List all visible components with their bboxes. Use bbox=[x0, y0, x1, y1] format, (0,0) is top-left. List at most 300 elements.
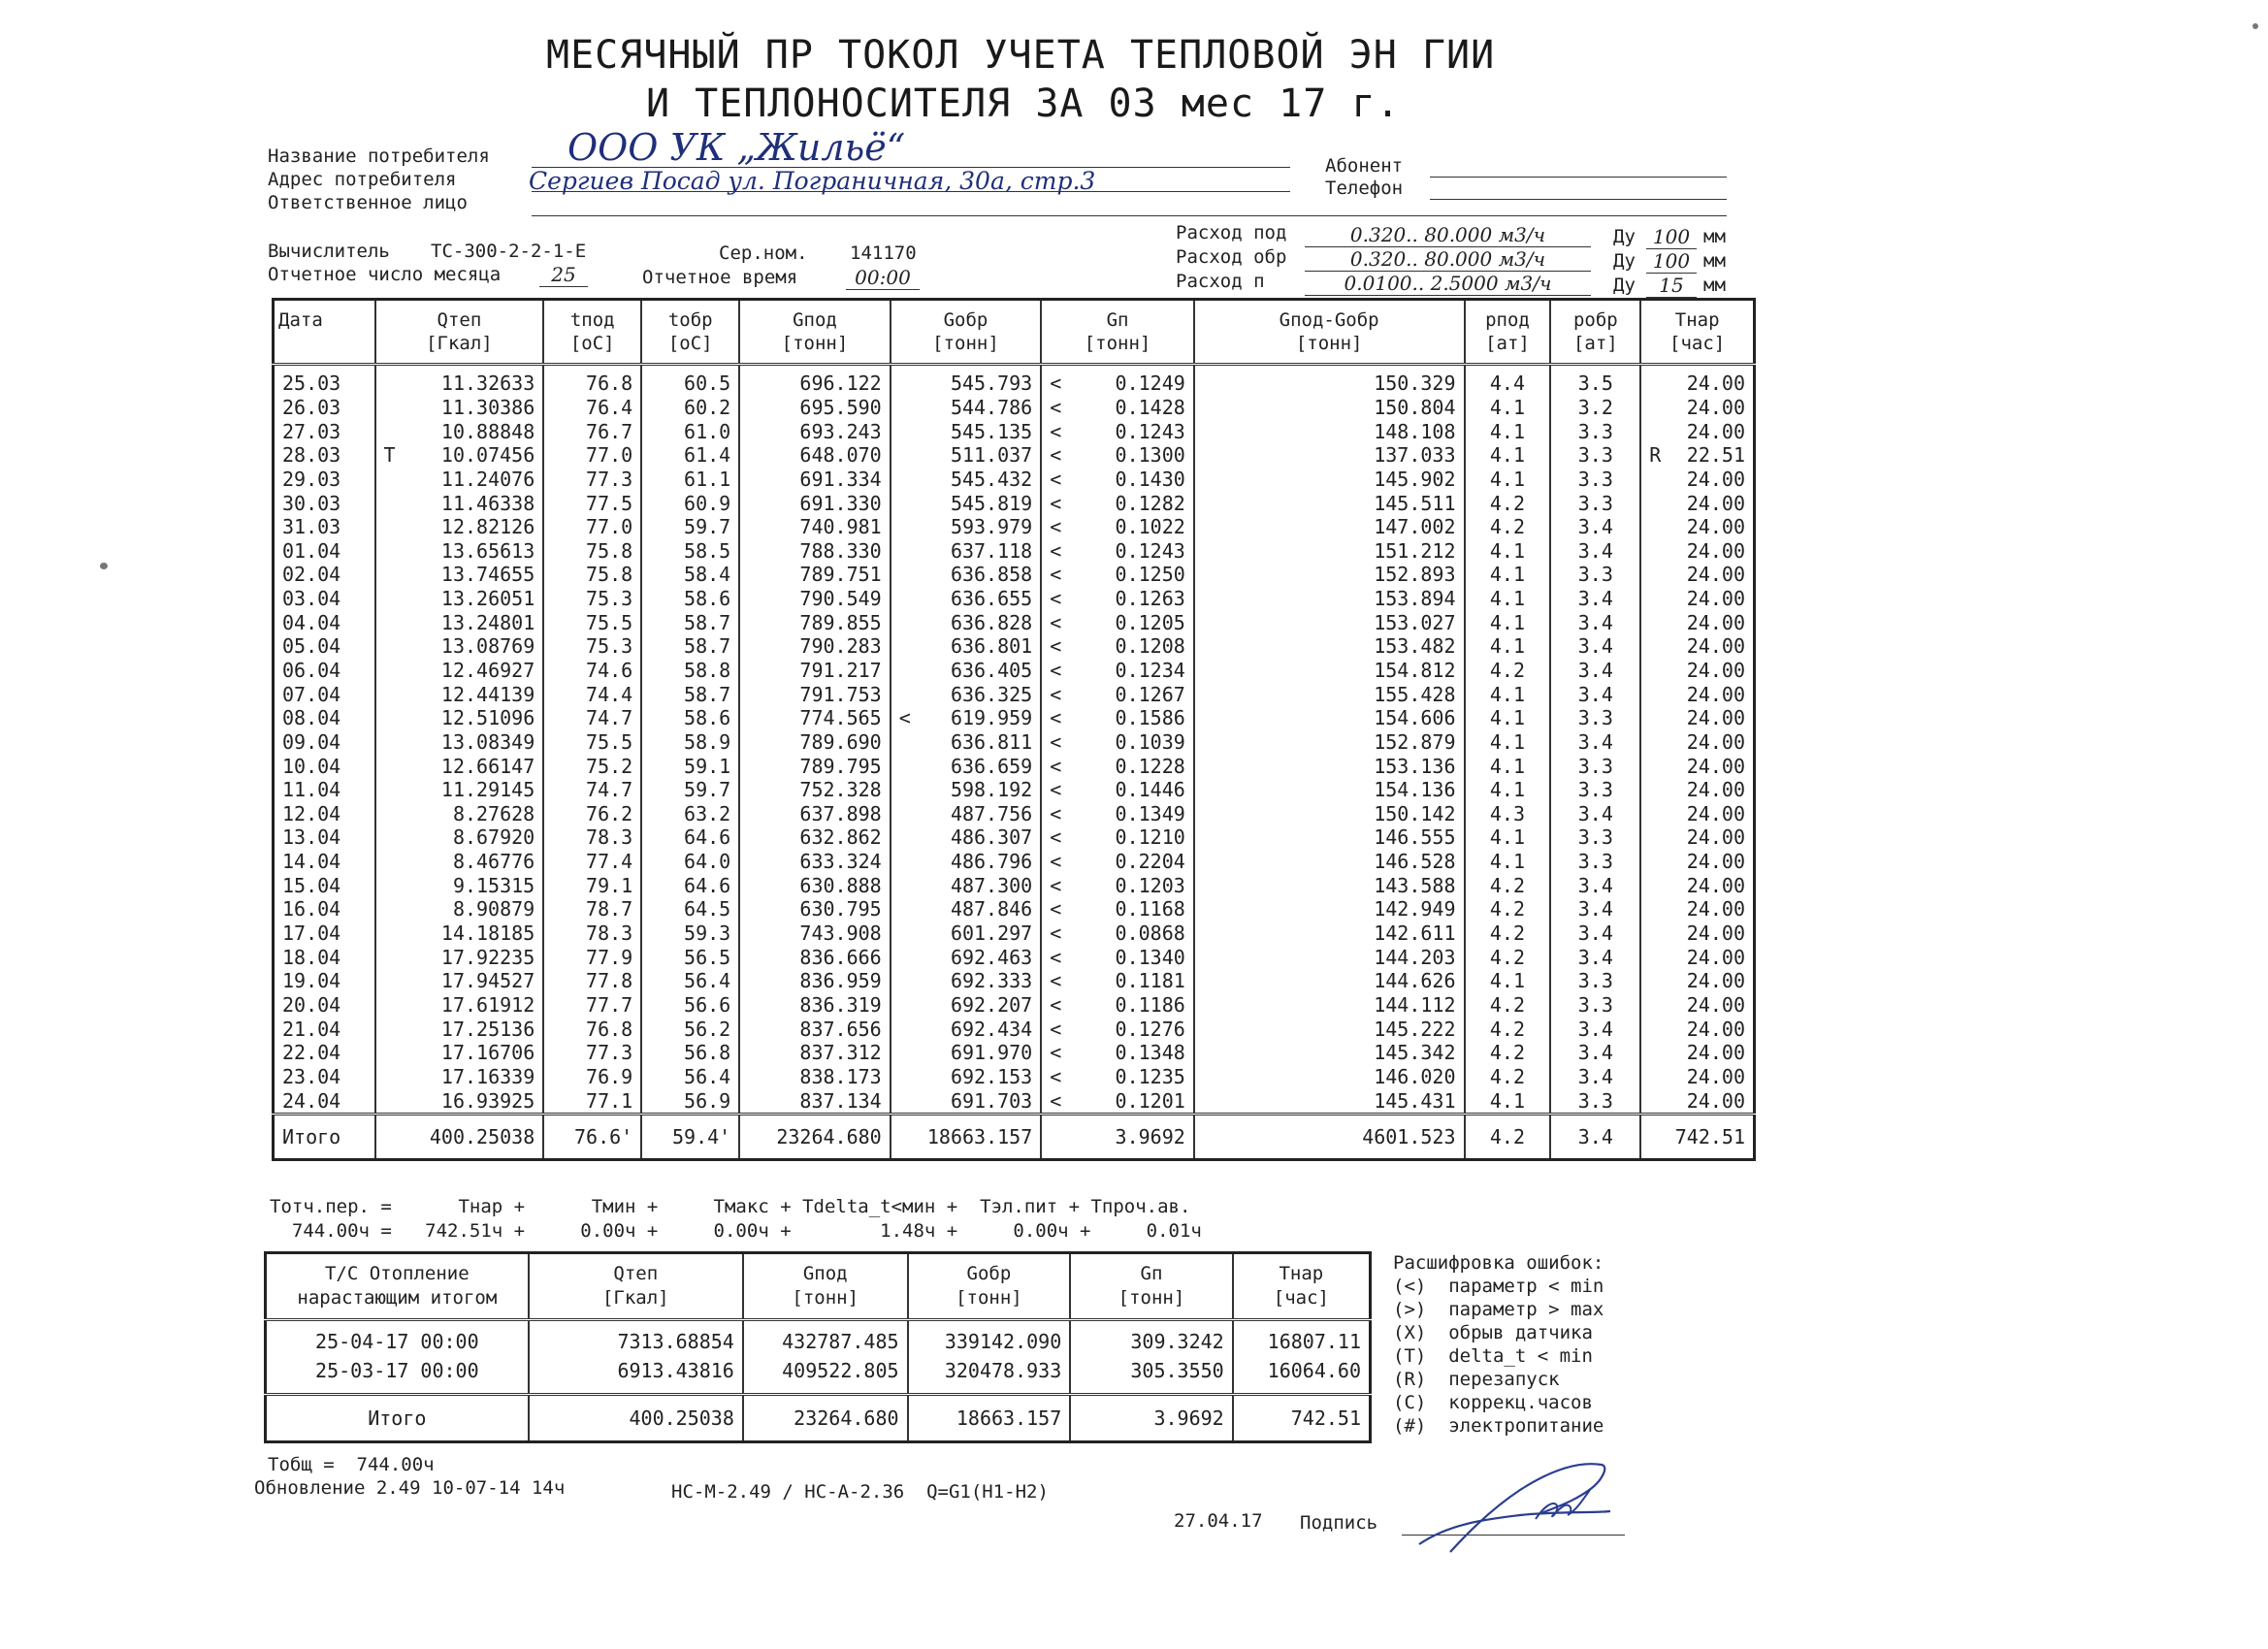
row-date: 02.04 bbox=[282, 563, 341, 587]
row-tpod: 75.5 bbox=[586, 729, 633, 754]
row-tnar: 24.00 bbox=[1686, 825, 1745, 850]
row-gdiff: 145.431 bbox=[1374, 1088, 1456, 1113]
row-gobr: 691.970 bbox=[950, 1041, 1033, 1065]
row-gp: 0.1300 bbox=[1115, 443, 1185, 468]
row-date: 01.04 bbox=[282, 538, 341, 563]
row-gp: 0.1186 bbox=[1115, 992, 1185, 1017]
row-tobr: 58.9 bbox=[684, 729, 731, 754]
row-qtep: 12.51096 bbox=[440, 706, 535, 730]
table-row bbox=[274, 419, 1755, 443]
row-gdiff: 145.902 bbox=[1374, 467, 1456, 491]
table-row bbox=[274, 778, 1755, 802]
row-pobr: 3.4 bbox=[1577, 1041, 1613, 1065]
row-gobr: 692.153 bbox=[950, 1064, 1033, 1088]
row-tpod: 78.7 bbox=[586, 897, 633, 922]
row-tpod: 76.4 bbox=[586, 395, 633, 419]
row-gp: 0.1250 bbox=[1115, 563, 1185, 587]
row-gobr: 636.659 bbox=[950, 754, 1033, 778]
error-flag: < bbox=[1050, 1041, 1062, 1065]
cum-date: 25-03-17 00:00 bbox=[266, 1356, 529, 1395]
row-tobr: 61.0 bbox=[684, 419, 731, 443]
col-gobr-unit: [тонн] bbox=[932, 333, 999, 354]
row-qtep: 13.65613 bbox=[440, 538, 535, 563]
row-gp: 0.1039 bbox=[1115, 729, 1185, 754]
cum-gobr: 320478.933 bbox=[908, 1356, 1071, 1395]
table-row bbox=[274, 922, 1755, 946]
row-gobr: 511.037 bbox=[950, 443, 1033, 468]
report-time-label: Отчетное время bbox=[642, 267, 798, 288]
row-ppod: 4.2 bbox=[1489, 1064, 1525, 1088]
row-tobr: 58.8 bbox=[684, 659, 731, 682]
row-ppod: 4.4 bbox=[1489, 372, 1525, 396]
row-gp: 0.1210 bbox=[1115, 825, 1185, 850]
row-qtep: 16.93925 bbox=[440, 1088, 535, 1113]
table-row bbox=[274, 610, 1755, 634]
row-pobr: 3.3 bbox=[1577, 969, 1613, 993]
row-ppod: 4.1 bbox=[1489, 969, 1525, 993]
row-qtep: 8.67920 bbox=[452, 825, 535, 850]
row-tnar: 24.00 bbox=[1686, 610, 1745, 634]
row-gp: 0.1228 bbox=[1115, 754, 1185, 778]
flow-makeup-label: Расход п bbox=[1176, 271, 1265, 292]
cum-total-gpod: 23264.680 bbox=[743, 1395, 908, 1442]
row-gpod: 789.795 bbox=[799, 754, 882, 778]
row-tobr: 56.2 bbox=[684, 1017, 731, 1041]
row-ppod: 4.1 bbox=[1489, 825, 1525, 850]
row-gpod: 632.862 bbox=[799, 825, 882, 850]
row-gpod: 789.855 bbox=[799, 610, 882, 634]
row-qtep: 17.16339 bbox=[440, 1064, 535, 1088]
row-gdiff: 137.033 bbox=[1374, 443, 1456, 468]
col-qtep-header: Qтеп bbox=[437, 309, 482, 331]
row-tnar: 24.00 bbox=[1686, 754, 1745, 778]
row-pobr: 3.3 bbox=[1577, 825, 1613, 850]
table-row bbox=[274, 659, 1755, 683]
error-flag: Т bbox=[383, 443, 396, 468]
row-tpod: 76.7 bbox=[586, 419, 633, 443]
row-gobr: 601.297 bbox=[950, 922, 1033, 946]
table-row bbox=[274, 491, 1755, 515]
row-qtep: 10.07456 bbox=[440, 443, 535, 468]
row-tnar: 24.00 bbox=[1686, 682, 1745, 706]
error-flag: < bbox=[1050, 1017, 1062, 1041]
row-date: 09.04 bbox=[282, 729, 341, 754]
table-row bbox=[274, 1065, 1755, 1089]
signature-scribble-icon bbox=[1411, 1455, 1635, 1562]
row-gpod: 836.959 bbox=[799, 969, 882, 993]
row-pobr: 3.3 bbox=[1577, 563, 1613, 587]
row-date: 07.04 bbox=[282, 682, 341, 706]
row-gdiff: 154.812 bbox=[1374, 659, 1456, 682]
protocol-title-line2: И ТЕПЛОНОСИТЕЛЯ ЗА 03 мес 17 г. bbox=[646, 81, 1401, 126]
row-gpod: 790.283 bbox=[799, 634, 882, 659]
row-tobr: 60.5 bbox=[684, 372, 731, 396]
error-flag: < bbox=[1050, 419, 1062, 443]
row-pobr: 3.3 bbox=[1577, 706, 1613, 730]
du-supply-unit: мм bbox=[1703, 226, 1726, 247]
row-gdiff: 146.020 bbox=[1374, 1064, 1456, 1088]
table-row bbox=[274, 682, 1755, 706]
row-pobr: 3.4 bbox=[1577, 610, 1613, 634]
table-row bbox=[274, 563, 1755, 587]
row-date: 18.04 bbox=[282, 945, 341, 969]
row-pobr: 3.5 bbox=[1577, 372, 1613, 396]
row-ppod: 4.1 bbox=[1489, 850, 1525, 874]
row-gp: 0.1586 bbox=[1115, 706, 1185, 730]
row-tpod: 74.4 bbox=[586, 682, 633, 706]
error-legend-item: (>) параметр > max bbox=[1393, 1299, 1604, 1320]
row-gobr: 636.801 bbox=[950, 634, 1033, 659]
row-date: 05.04 bbox=[282, 634, 341, 659]
row-tobr: 58.7 bbox=[684, 610, 731, 634]
row-tnar: 24.00 bbox=[1686, 922, 1745, 946]
row-gpod: 630.795 bbox=[799, 897, 882, 922]
row-pobr: 3.4 bbox=[1577, 801, 1613, 825]
row-ppod: 4.2 bbox=[1489, 992, 1525, 1017]
flow-makeup-value: 0.0100.. 2.5000 м3/ч bbox=[1305, 272, 1591, 296]
row-pobr: 3.3 bbox=[1577, 754, 1613, 778]
row-gp: 0.1348 bbox=[1115, 1041, 1185, 1065]
error-flag: < bbox=[1050, 563, 1062, 587]
cum-row-start bbox=[266, 1356, 1371, 1395]
flow-supply-label: Расход под bbox=[1176, 222, 1287, 243]
row-gobr: 637.118 bbox=[950, 538, 1033, 563]
row-tnar: 24.00 bbox=[1686, 945, 1745, 969]
scan-speck bbox=[2252, 23, 2258, 29]
total-label: Итого bbox=[274, 1114, 375, 1159]
row-date: 17.04 bbox=[282, 922, 341, 946]
row-pobr: 3.4 bbox=[1577, 897, 1613, 922]
row-gpod: 774.565 bbox=[799, 706, 882, 730]
table-row bbox=[274, 969, 1755, 993]
row-gp: 0.1234 bbox=[1115, 659, 1185, 682]
row-pobr: 3.3 bbox=[1577, 850, 1613, 874]
row-gpod: 691.330 bbox=[799, 491, 882, 515]
row-date: 23.04 bbox=[282, 1064, 341, 1088]
row-tnar: 24.00 bbox=[1686, 563, 1745, 587]
row-tnar: 24.00 bbox=[1686, 491, 1745, 515]
row-pobr: 3.4 bbox=[1577, 1064, 1613, 1088]
row-date: 10.04 bbox=[282, 754, 341, 778]
cum-title-line1: Т/С Отопление bbox=[324, 1263, 470, 1284]
row-date: 22.04 bbox=[282, 1041, 341, 1065]
row-tpod: 78.3 bbox=[586, 825, 633, 850]
row-tpod: 75.8 bbox=[586, 538, 633, 563]
cum-qtep: 7313.68854 bbox=[529, 1320, 743, 1357]
row-gobr: 598.192 bbox=[950, 778, 1033, 802]
row-tpod: 74.7 bbox=[586, 706, 633, 730]
error-flag: < bbox=[1050, 825, 1062, 850]
cum-date: 25-04-17 00:00 bbox=[266, 1320, 529, 1357]
error-flag: < bbox=[1050, 729, 1062, 754]
row-qtep: 12.44139 bbox=[440, 682, 535, 706]
row-gp: 0.1349 bbox=[1115, 801, 1185, 825]
row-tobr: 59.7 bbox=[684, 778, 731, 802]
software-update: Обновление 2.49 10-07-14 14ч bbox=[254, 1477, 566, 1499]
error-legend-title: Расшифровка ошибок: bbox=[1393, 1252, 1604, 1274]
error-flag: < bbox=[1050, 491, 1062, 515]
row-qtep: 12.46927 bbox=[440, 659, 535, 682]
error-flag: < bbox=[1050, 992, 1062, 1017]
row-gobr: 636.655 bbox=[950, 587, 1033, 611]
row-tnar: 24.00 bbox=[1686, 873, 1745, 897]
col-gdiff-unit: [тонн] bbox=[1295, 333, 1363, 354]
row-gobr: 636.405 bbox=[950, 659, 1033, 682]
row-gpod: 630.888 bbox=[799, 873, 882, 897]
table-row bbox=[274, 730, 1755, 755]
row-tpod: 77.0 bbox=[586, 443, 633, 468]
row-gp: 0.1205 bbox=[1115, 610, 1185, 634]
row-gdiff: 153.482 bbox=[1374, 634, 1456, 659]
row-qtep: 8.90879 bbox=[452, 897, 535, 922]
row-gpod: 836.666 bbox=[799, 945, 882, 969]
row-gp: 0.1235 bbox=[1115, 1064, 1185, 1088]
row-date: 21.04 bbox=[282, 1017, 341, 1041]
row-tobr: 59.7 bbox=[684, 515, 731, 539]
row-pobr: 3.3 bbox=[1577, 419, 1613, 443]
row-tobr: 64.0 bbox=[684, 850, 731, 874]
row-tnar: 24.00 bbox=[1686, 729, 1745, 754]
row-gpod: 752.328 bbox=[799, 778, 882, 802]
error-flag: < bbox=[1050, 969, 1062, 993]
error-flag: < bbox=[1050, 443, 1062, 468]
row-gobr: 487.846 bbox=[950, 897, 1033, 922]
row-gdiff: 147.002 bbox=[1374, 515, 1456, 539]
row-gpod: 740.981 bbox=[799, 515, 882, 539]
address-value: Сергиев Посад ул. Пограничная, 30а, стр.3 bbox=[529, 167, 1096, 195]
error-flag: < bbox=[1050, 682, 1062, 706]
error-flag: < bbox=[1050, 538, 1062, 563]
cum-total-qtep: 400.25038 bbox=[529, 1395, 743, 1442]
table-row bbox=[274, 945, 1755, 969]
col-gpod-header: Gпод bbox=[793, 309, 837, 331]
row-date: 06.04 bbox=[282, 659, 341, 682]
row-tnar: 24.00 bbox=[1686, 1041, 1745, 1065]
error-flag: < bbox=[1050, 467, 1062, 491]
row-ppod: 4.2 bbox=[1489, 1017, 1525, 1041]
error-flag: < bbox=[1050, 634, 1062, 659]
row-date: 16.04 bbox=[282, 897, 341, 922]
cum-col-gobr-unit: [тонн] bbox=[956, 1287, 1022, 1309]
row-gobr: 636.858 bbox=[950, 563, 1033, 587]
row-gdiff: 145.342 bbox=[1374, 1041, 1456, 1065]
cum-col-gp: Gп bbox=[1140, 1263, 1163, 1284]
total-gdiff: 4601.523 bbox=[1194, 1114, 1465, 1159]
row-pobr: 3.3 bbox=[1577, 778, 1613, 802]
row-pobr: 3.4 bbox=[1577, 515, 1613, 539]
row-pobr: 3.4 bbox=[1577, 922, 1613, 946]
row-gpod: 791.753 bbox=[799, 682, 882, 706]
row-gdiff: 142.611 bbox=[1374, 922, 1456, 946]
row-pobr: 3.4 bbox=[1577, 873, 1613, 897]
row-date: 27.03 bbox=[282, 419, 341, 443]
row-tnar: 24.00 bbox=[1686, 850, 1745, 874]
row-gpod: 789.751 bbox=[799, 563, 882, 587]
row-gdiff: 148.108 bbox=[1374, 419, 1456, 443]
row-gp: 0.0868 bbox=[1115, 922, 1185, 946]
row-tnar: 22.51 bbox=[1686, 443, 1745, 468]
row-ppod: 4.1 bbox=[1489, 419, 1525, 443]
row-gdiff: 154.606 bbox=[1374, 706, 1456, 730]
row-qtep: 13.26051 bbox=[440, 587, 535, 611]
row-pobr: 3.3 bbox=[1577, 992, 1613, 1017]
du-makeup-label: Ду bbox=[1613, 275, 1636, 296]
row-date: 03.04 bbox=[282, 587, 341, 611]
total-time: Тобщ = 744.00ч bbox=[268, 1454, 435, 1475]
protocol-title-line1: МЕСЯЧНЫЙ ПР ТОКОЛ УЧЕТА ТЕПЛОВОЙ ЭН ГИИ bbox=[546, 33, 1496, 78]
du-return-value: 100 bbox=[1646, 249, 1697, 274]
row-qtep: 13.74655 bbox=[440, 563, 535, 587]
du-supply-label: Ду bbox=[1613, 226, 1636, 247]
row-tnar: 24.00 bbox=[1686, 1017, 1745, 1041]
col-ppod-unit: [ат] bbox=[1485, 333, 1530, 354]
row-gpod: 637.898 bbox=[799, 801, 882, 825]
row-tpod: 77.5 bbox=[586, 491, 633, 515]
row-ppod: 4.1 bbox=[1489, 538, 1525, 563]
row-tobr: 61.4 bbox=[684, 443, 731, 468]
error-legend-item: (R) перезапуск bbox=[1393, 1369, 1560, 1390]
col-gpod-unit: [тонн] bbox=[781, 333, 849, 354]
row-gdiff: 151.212 bbox=[1374, 538, 1456, 563]
cum-gpod: 432787.485 bbox=[743, 1320, 908, 1357]
row-pobr: 3.4 bbox=[1577, 945, 1613, 969]
row-gdiff: 146.528 bbox=[1374, 850, 1456, 874]
table-row bbox=[274, 515, 1755, 539]
flow-supply-value: 0.320.. 80.000 м3/ч bbox=[1305, 223, 1591, 247]
row-gobr: 691.703 bbox=[950, 1088, 1033, 1113]
daily-total-row bbox=[274, 1114, 1755, 1159]
phone-label: Телефон bbox=[1325, 178, 1404, 199]
row-gp: 0.1282 bbox=[1115, 491, 1185, 515]
row-ppod: 4.1 bbox=[1489, 706, 1525, 730]
row-pobr: 3.3 bbox=[1577, 443, 1613, 468]
row-ppod: 4.1 bbox=[1489, 443, 1525, 468]
cum-col-tnar: Тнар bbox=[1279, 1263, 1324, 1284]
row-tnar: 24.00 bbox=[1686, 1064, 1745, 1088]
row-tpod: 77.4 bbox=[586, 850, 633, 874]
row-tobr: 60.9 bbox=[684, 491, 731, 515]
row-date: 13.04 bbox=[282, 825, 341, 850]
row-tpod: 77.3 bbox=[586, 467, 633, 491]
row-tobr: 58.7 bbox=[684, 682, 731, 706]
col-tpod-header: tпод bbox=[569, 309, 615, 331]
row-tobr: 60.2 bbox=[684, 395, 731, 419]
row-qtep: 11.32633 bbox=[440, 372, 535, 396]
row-date: 04.04 bbox=[282, 610, 341, 634]
row-qtep: 17.94527 bbox=[440, 969, 535, 993]
cum-gobr: 339142.090 bbox=[908, 1320, 1071, 1357]
row-tpod: 77.9 bbox=[586, 945, 633, 969]
row-qtep: 8.46776 bbox=[452, 850, 535, 874]
row-gobr: 692.207 bbox=[950, 992, 1033, 1017]
row-tobr: 58.6 bbox=[684, 587, 731, 611]
module-versions: НС-М-2.49 / НС-А-2.36 Q=G1(H1-H2) bbox=[671, 1481, 1049, 1503]
row-tpod: 78.3 bbox=[586, 922, 633, 946]
row-gobr: 636.325 bbox=[950, 682, 1033, 706]
row-gobr: 692.434 bbox=[950, 1017, 1033, 1041]
row-tnar: 24.00 bbox=[1686, 801, 1745, 825]
row-tobr: 56.5 bbox=[684, 945, 731, 969]
row-gdiff: 154.136 bbox=[1374, 778, 1456, 802]
table-row bbox=[274, 754, 1755, 778]
total-gp: 3.9692 bbox=[1041, 1114, 1194, 1159]
row-gpod: 693.243 bbox=[799, 419, 882, 443]
row-gdiff: 153.027 bbox=[1374, 610, 1456, 634]
row-pobr: 3.4 bbox=[1577, 1017, 1613, 1041]
row-date: 15.04 bbox=[282, 873, 341, 897]
row-tnar: 24.00 bbox=[1686, 372, 1745, 396]
row-gpod: 837.312 bbox=[799, 1041, 882, 1065]
row-qtep: 12.66147 bbox=[440, 754, 535, 778]
error-flag: < bbox=[1050, 372, 1062, 396]
table-row bbox=[274, 1041, 1755, 1065]
row-date: 30.03 bbox=[282, 491, 341, 515]
row-pobr: 3.4 bbox=[1577, 634, 1613, 659]
table-row bbox=[274, 873, 1755, 897]
col-gp-unit: [тонн] bbox=[1084, 333, 1151, 354]
row-pobr: 3.4 bbox=[1577, 587, 1613, 611]
error-flag: < bbox=[1050, 850, 1062, 874]
cum-gpod: 409522.805 bbox=[743, 1356, 908, 1395]
row-gpod: 648.070 bbox=[799, 443, 882, 468]
cum-gp: 309.3242 bbox=[1070, 1320, 1232, 1357]
cum-tnar: 16064.60 bbox=[1233, 1356, 1371, 1395]
row-pobr: 3.3 bbox=[1577, 491, 1613, 515]
row-gdiff: 152.893 bbox=[1374, 563, 1456, 587]
row-gp: 0.1181 bbox=[1115, 969, 1185, 993]
row-gpod: 695.590 bbox=[799, 395, 882, 419]
table-row bbox=[274, 850, 1755, 874]
row-date: 25.03 bbox=[282, 372, 341, 396]
col-tobr-unit: [оС] bbox=[667, 333, 713, 354]
error-flag: < bbox=[1050, 945, 1062, 969]
row-gobr: 545.135 bbox=[950, 419, 1033, 443]
row-gp: 0.1208 bbox=[1115, 634, 1185, 659]
error-legend-item: (<) параметр < min bbox=[1393, 1276, 1604, 1297]
row-tnar: 24.00 bbox=[1686, 467, 1745, 491]
cum-total-gobr: 18663.157 bbox=[908, 1395, 1071, 1442]
row-tnar: 24.00 bbox=[1686, 634, 1745, 659]
time-balance-line2: 744.00ч = 742.51ч + 0.00ч + 0.00ч + 1.48ч + 0.00ч + 0.01ч bbox=[270, 1220, 1202, 1242]
error-flag: < bbox=[1050, 801, 1062, 825]
cum-gp: 305.3550 bbox=[1070, 1356, 1232, 1395]
report-day-value: 25 bbox=[539, 263, 588, 287]
consumer-label: Название потребителя bbox=[268, 146, 490, 167]
row-ppod: 4.1 bbox=[1489, 563, 1525, 587]
row-gobr: 619.959 bbox=[950, 706, 1033, 730]
time-balance-line1: Тотч.пер. = Тнар + Тмин + Тмакс + Tdelta_t<мин + Тэл.пит + Тпроч.ав. bbox=[270, 1196, 1191, 1217]
error-legend-item: (C) коррекц.часов bbox=[1393, 1392, 1593, 1413]
row-gpod: 836.319 bbox=[799, 992, 882, 1017]
table-row bbox=[274, 825, 1755, 850]
total-qtep: 400.25038 bbox=[375, 1114, 544, 1159]
row-gpod: 743.908 bbox=[799, 922, 882, 946]
row-gdiff: 150.142 bbox=[1374, 801, 1456, 825]
cum-row-end bbox=[266, 1320, 1371, 1357]
row-gpod: 696.122 bbox=[799, 372, 882, 396]
row-gpod: 788.330 bbox=[799, 538, 882, 563]
row-gp: 0.1428 bbox=[1115, 395, 1185, 419]
error-flag: < bbox=[1050, 873, 1062, 897]
row-gp: 0.1201 bbox=[1115, 1088, 1185, 1113]
row-gobr: 545.819 bbox=[950, 491, 1033, 515]
total-tobr: 59.4' bbox=[641, 1114, 739, 1159]
row-ppod: 4.2 bbox=[1489, 873, 1525, 897]
row-gdiff: 146.555 bbox=[1374, 825, 1456, 850]
row-tpod: 77.3 bbox=[586, 1041, 633, 1065]
row-pobr: 3.4 bbox=[1577, 659, 1613, 682]
cum-total-gp: 3.9692 bbox=[1070, 1395, 1232, 1442]
